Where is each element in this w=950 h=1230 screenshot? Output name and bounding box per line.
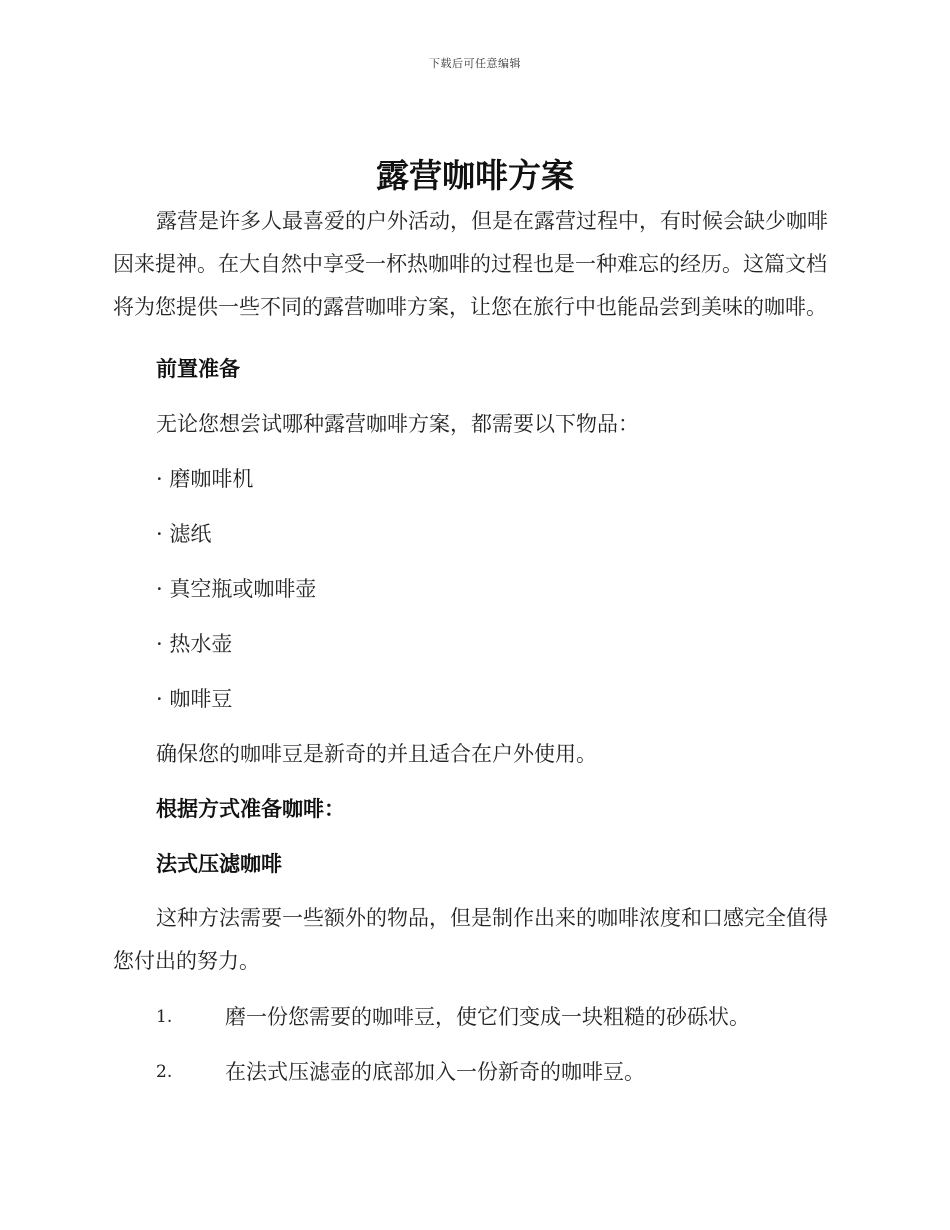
section-heading-french-press: 法式压滤咖啡 <box>156 852 282 876</box>
french-press-description: 这种方法需要一些额外的物品，但是制作出来的咖啡浓度和口感完全值得您付出的努力。 <box>113 906 828 973</box>
list-item: · 磨咖啡机 <box>156 467 254 491</box>
document-body <box>113 200 831 1087</box>
step-item <box>113 1002 831 1032</box>
section-heading-prep: 前置准备 <box>156 357 240 381</box>
list-item: · 咖啡豆 <box>156 687 233 711</box>
list-item: · 热水壶 <box>156 632 233 656</box>
list-item: · 滤纸 <box>156 522 212 546</box>
page-header-note: 下载后可任意编辑 <box>429 57 521 70</box>
prep-note-text: 确保您的咖啡豆是新奇的并且适合在户外使用。 <box>156 742 597 766</box>
steps-list <box>113 1002 831 1087</box>
intro-paragraph: 露营是许多人最喜爱的户外活动，但是在露营过程中，有时候会缺少咖啡因来提神。在大自然中享受一杯热咖啡的过程也是一种难忘的经历。这篇文档将为您提供一些不同的露营咖啡方案，让您在旅行中也能品尝到美味的咖啡。 <box>113 209 828 319</box>
step-text: 在法式压滤壶的底部加入一份新奇的咖啡豆。 <box>225 1060 645 1084</box>
step-text: 磨一份您需要的咖啡豆，使它们变成一块粗糙的砂砾状。 <box>225 1005 750 1029</box>
list-item: · 真空瓶或咖啡壶 <box>156 577 317 601</box>
section-heading-methods: 根据方式准备咖啡： <box>156 797 345 821</box>
step-number: 1. <box>156 1007 173 1027</box>
prep-lead-text: 无论您想尝试哪种露营咖啡方案，都需要以下物品： <box>156 412 639 436</box>
document-title: 露营咖啡方案 <box>376 156 574 195</box>
step-number: 2. <box>156 1062 173 1082</box>
step-item <box>113 1057 831 1087</box>
